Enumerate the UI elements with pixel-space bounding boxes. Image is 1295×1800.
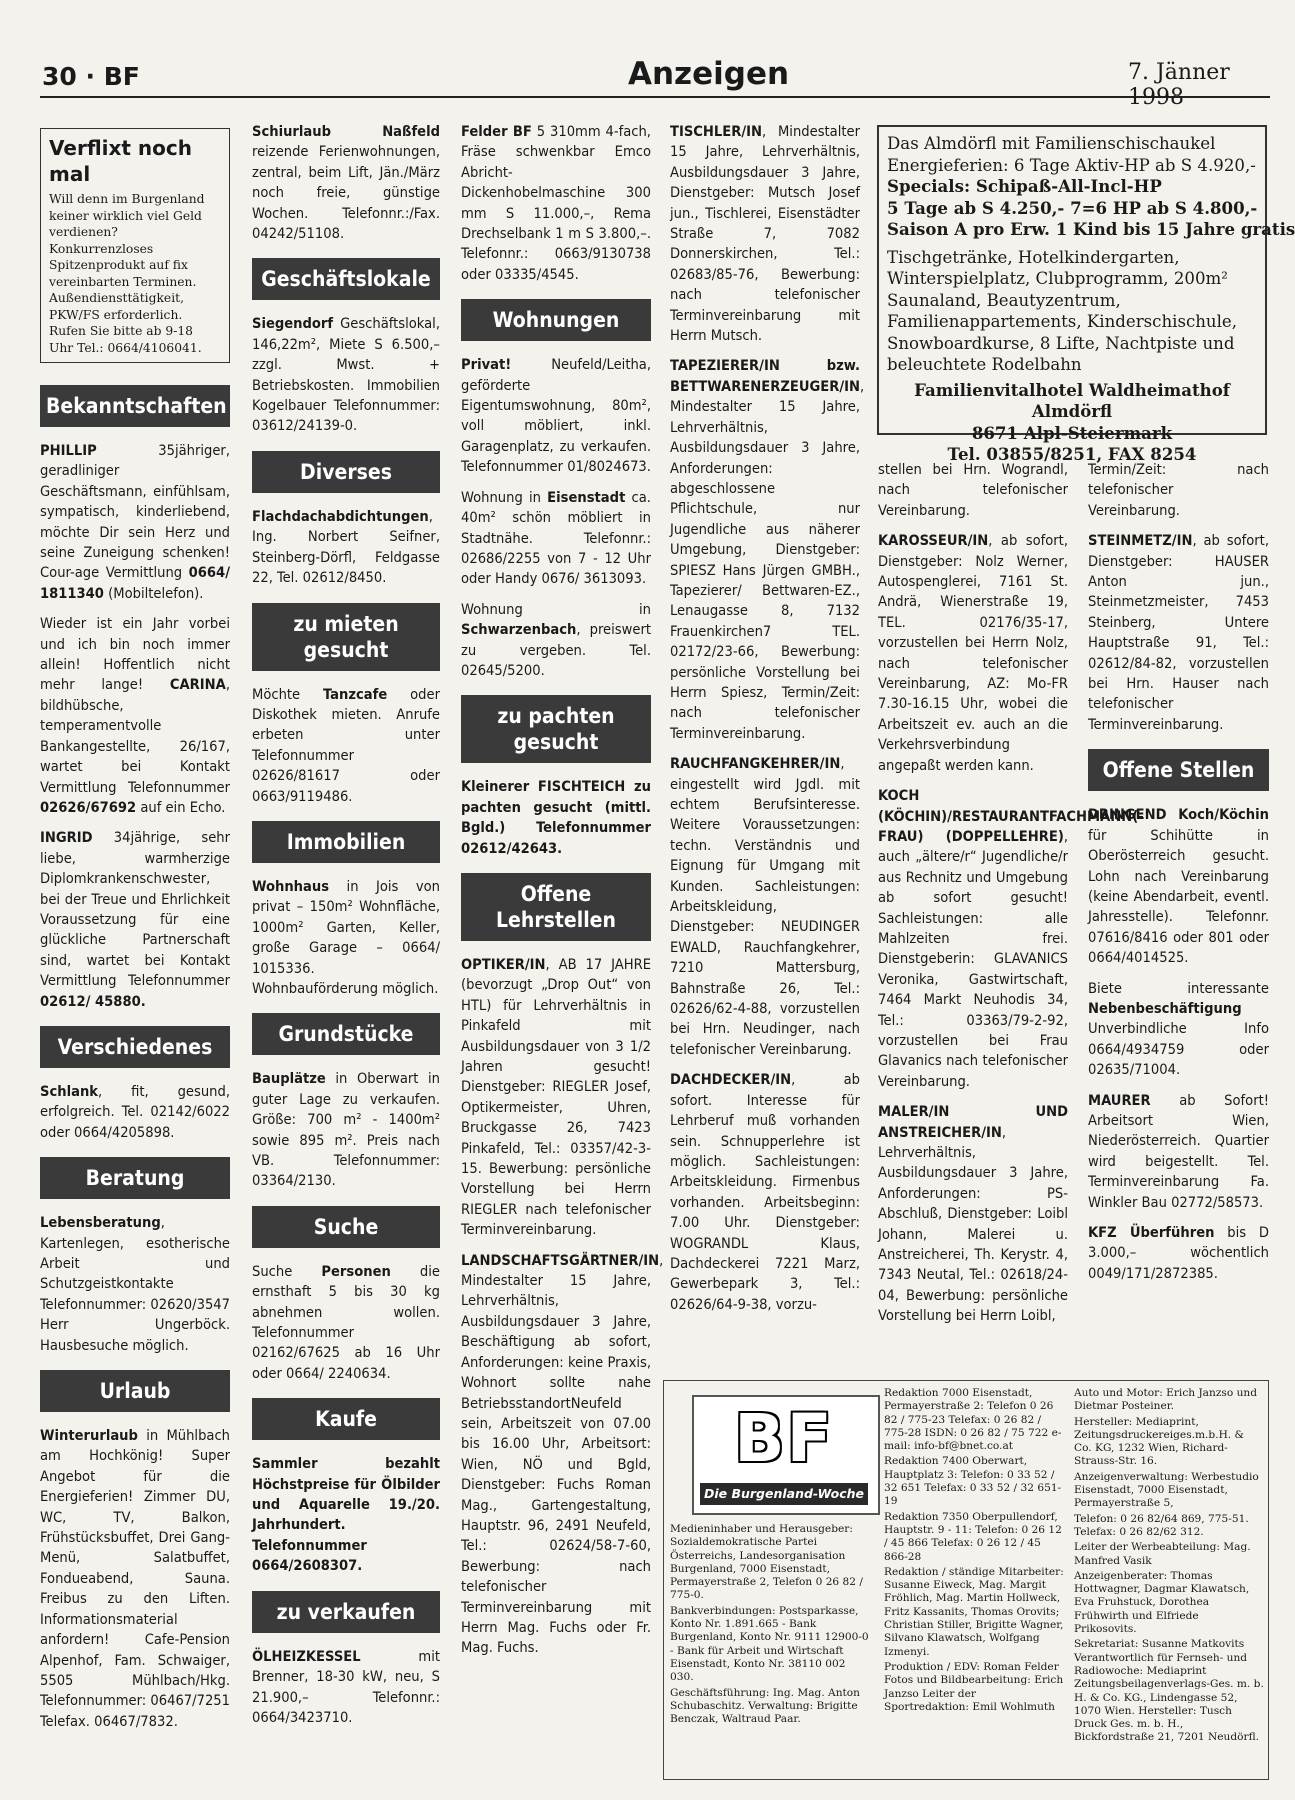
ad-wograndl-cont [878, 460, 1068, 521]
ad-text: Sammler bezahlt Höchstpreise für Ölbilder und Aquarelle 19./20. Jahrhundert. Telefonnummer 0664/2608307. [252, 1455, 440, 1575]
ad-text: mit Brenner, 18-30 kW, neu, S 21.900,– Telefonnr.: 0664/3423710. [252, 1647, 440, 1726]
ad-termin-cont [1088, 460, 1269, 521]
ad-text: in Oberwart in guter Lage zu verkaufen. Größe: 700 m² - 1400m² sowie 895 m². Preis nach VB. Telefonnummer: 03364/2130. [252, 1070, 440, 1190]
heading-kaufe: Kaufe [252, 1398, 440, 1440]
column-6 [1088, 460, 1269, 1372]
ad-text: , ab sofort, Dienstgeber: HAUSER Anton jun., Steinmetzmeister, 7453 Steinberg, Untere Hauptstraße 91, Tel.: 02612/84-82, vorzustellen bei Hrn. Hauser nach telefonischer Terminvereinbarung. [1088, 532, 1269, 733]
ad-line: Tel. 03855/8251, FAX 8254 [947, 444, 1197, 464]
ad-phillip [40, 441, 230, 604]
ad-schwarzenbach [461, 600, 651, 682]
ad-text: (Mobiltelefon). [103, 584, 204, 602]
ad-line: Tischgetränke, Hotelkindergarten, Winterspielplatz, Clubprogramm, 200m² Saunaland, Beautyzentrum, Familienappartements, Kinderschischule, Snowboardkurse, 8 Lifte, Nachtpiste und beleuchtete Rodelbahn [887, 247, 1238, 374]
ad-name: INGRID [40, 829, 93, 847]
heading-offene-stellen: Offene Stellen [1088, 749, 1269, 791]
ad-text: , Lehrverhältnis, Ausbildungsdauer 3 Jahre, Anforderungen: PS-Abschluß, Dienstgeber: Loibl Johann, Malerei u. Anstreicherei, Th. Kerystr. 4, 7343 Neutal, Tel.: 02618/24-04, Bewerbung: persönliche Vorstellung bei Herrn Loibl, [878, 1123, 1068, 1325]
ad-siegendorf [252, 314, 440, 436]
ad-schiurlaub [252, 122, 440, 244]
column-2 [252, 122, 440, 1778]
hotel-ad-box [877, 125, 1295, 464]
box-title: Verflixt noch mal [49, 136, 192, 186]
ad-felder [461, 122, 651, 285]
ad-text: in Jois von privat – 150m² Wohnfläche, 1000m² Garten, Keller, große Garage – 0664/ 1015336. Wohnbauförderung möglich. [252, 877, 440, 997]
ad-name: RAUCHFANGKEHRER/IN [670, 755, 841, 773]
ad-text: Suche [252, 1262, 322, 1280]
ad-name: MALER/IN UND ANSTREICHER/IN [878, 1103, 1068, 1141]
column-3 [461, 122, 664, 1778]
ad-nebenbeschaeftigung [1088, 979, 1269, 1081]
ad-name: Nebenbeschäftigung [1088, 999, 1242, 1017]
ad-text: Wohnung in [461, 600, 651, 618]
ad-name: ÖLHEIZKESSEL [252, 1647, 361, 1665]
ad-name: KAROSSEUR/IN [878, 532, 989, 550]
heading-urlaub: Urlaub [40, 1370, 230, 1412]
heading-beratung: Beratung [40, 1157, 230, 1199]
section-title: Anzeigen [628, 56, 790, 92]
page-number: 30 · BF [42, 62, 140, 91]
ad-text: die ernsthaft 5 bis 30 kg abnehmen wollen. Telefonnummer 02162/67625 ab 16 Uhr oder 0664/ 2240634. [252, 1262, 440, 1382]
heading-geschaeftslokale: Geschäftslokale [252, 258, 440, 300]
ad-text: 34jährige, sehr liebe, warmherzige Diplomkrankenschwester, bei der Treue und Ehrlichkeit Voraussetzung für eine glückliche Partnerschaft sind, wartet bei Kontakt Vermittlung Telefonnummer [40, 829, 230, 990]
ad-koch [878, 786, 1144, 1092]
ad-phone: 02626/67692 [40, 798, 137, 816]
impressum-text: Geschäftsführung: Ing. Mag. Anton Schubaschitz. Verwaltung: Brigitte Benczak, Waltraud Paar. [670, 1686, 860, 1726]
ad-name: TAPEZIERER/IN bzw. BETTWARENERZEUGER/IN [670, 357, 861, 395]
ad-text: bis D 3.000,– wöchentlich 0049/171/2872385. [1088, 1224, 1269, 1282]
ad-text: , ab sofort. Interesse für Lehrberuf muß vorhanden sein. Schnupperlehre ist möglich. Sachleistungen: Arbeitskleidung. Firmenbus vorhanden. Arbeitsbeginn: 7.00 Uhr. Dienstgeber: WOGRANDL Klaus, Dachdeckerei 7221 Marz, Gewerbepark 3, Tel.: 02626/64-9-38, vorzu- [670, 1071, 860, 1313]
ad-name: Privat! [461, 356, 512, 374]
ad-name: MAURER [1088, 1091, 1151, 1109]
ad-name: Lebensberatung [40, 1214, 161, 1232]
ad-privat [461, 355, 651, 477]
ad-tischler [670, 122, 860, 346]
bf-tagline: Die Burgenland-Woche [700, 1483, 868, 1505]
bf-logo [692, 1395, 880, 1515]
impressum-text: Medieninhaber und Herausgeber: Sozialdemokratische Partei Österreichs, Landesorganisation Burgenland, 7000 Eisenstadt, Permayerstraße 2, Telefon 0 26 82 / 775-0. [670, 1523, 863, 1602]
ad-phone: 0664/ 1811340 [40, 564, 230, 602]
impressum-column-1 [670, 1387, 870, 1775]
ad-dringend [1088, 805, 1269, 968]
ad-lebensberatung [40, 1213, 230, 1356]
heading-immobilien: Immobilien [252, 821, 440, 863]
ad-ingrid [40, 828, 230, 1012]
ad-text: oder Diskothek mieten. Anrufe erbeten unter Telefonnummer 02626/81617 oder 0663/9119486. [252, 685, 440, 805]
ad-text: auf ein Echo. [136, 798, 226, 816]
ad-name: PHILLIP [40, 442, 97, 459]
ad-name: Schlank [40, 1082, 99, 1100]
impressum-text: Produktion / EDV: Roman Felder Fotos und Bildbearbeitung: Erich Janzso Leiter der Sportredaktion: Emil Wohlmuth [884, 1660, 1064, 1713]
ad-text: Kleinerer FISCHTEICH zu pachten gesucht (mittl. Bgld.) Telefonnummer 02612/42643. [461, 778, 651, 857]
impressum-box [663, 1380, 1269, 1780]
ad-name: Felder BF [461, 123, 532, 140]
ad-text: , Mindestalter 15 Jahre, Lehrverhältnis, Ausbildungsdauer 3 Jahre, Dienstgeber: Mutsch Josef jun., Tischlerei, Eisenstädter Straße 7, 7082 Donnerskirchen, Tel.: 02683/85-76, Bewerbung: nach telefonischer Terminvereinbarung mit Herrn Mutsch. [670, 123, 860, 345]
ad-wohnhaus [252, 877, 440, 999]
ad-text: Biete interessante [1088, 979, 1269, 997]
ad-name: KOCH (KÖCHIN)/RESTAURANTFACHMANN(-FRAU) (DOPPELLEHRE) [878, 787, 1144, 845]
ad-flachdach [252, 507, 440, 589]
ad-line: Das Almdörfl mit Familienschischaukel [887, 134, 1216, 153]
impressum-text: Leiter der Werbeabteilung: Mag. Manfred Vasik [1074, 1541, 1251, 1567]
ad-text: , Mindestalter 15 Jahre, Lehrverhältnis, Ausbildungsdauer 3 Jahre, Anforderungen: abgeschlossene Pflichtschule, nur Jugendliche aus näherer Umgebung, Dienstgeber: SPIESZ Hans Jürgen GMBH., Tapezierer/ Bettwaren-EZ., Lenaugasse 8, 7132 Frauenkirchen7 TEL. 02172/23-66, Bewerbung: persönliche Vorstellung bei Herrn Spiesz, Termin/Zeit: nach telefonischer Terminvereinbarung. [670, 377, 865, 742]
ad-text: Termin/Zeit: nach telefonischer Vereinbarung. [1088, 461, 1269, 519]
heading-zu-mieten-gesucht: zu mieten gesucht [252, 603, 440, 671]
ad-karosseur [878, 531, 1068, 776]
ad-winterurlaub [40, 1426, 230, 1732]
ad-text: , bildhübsche, temperamentvolle Bankangestellte, 26/167, wartet bei Kontakt Vermittlung Telefonnummer [40, 676, 230, 796]
ad-carina [40, 614, 230, 818]
ad-text: 35jähriger, geradliniger Geschäftsmann, einfühlsam, sympatisch, kinderliebend, möchte Dir sein Herz und seine Zuneigung schenken! Cour-age Vermittlung [40, 442, 230, 582]
heading-zu-verkaufen: zu verkaufen [252, 1591, 440, 1633]
ad-schlank [40, 1082, 230, 1143]
heading-zu-pachten-gesucht: zu pachten gesucht [461, 695, 651, 763]
ad-text: , Kartenlegen, esotherische Arbeit und Schutzgeistkontakte Telefonnummer: 02620/3547 Herr Ungerböck. Hausbesuche möglich. [40, 1214, 230, 1354]
ad-landschaftsgaertner [461, 1251, 664, 1659]
ad-name: LANDSCHAFTSGÄRTNER/IN [461, 1251, 660, 1269]
ad-text: , AB 17 JAHRE (bevorzugt „Drop Out“ von HTL) für Lehrverhältnis in Pinkafeld mit Ausbildungsdauer von 3 1/2 Jahren gesucht! Dienstgeber: RIEGLER Josef, Optikermeister, Uhren, Bruckgasse 26, 7423 Pinkafeld, Tel.: 03357/42-3-15. Bewerbung: persönliche Vorstellung bei Herrn RIEGLER nach telefonischer Terminvereinbarung. [461, 955, 651, 1239]
heading-verschiedenes: Verschiedenes [40, 1026, 230, 1068]
ad-tapezierer [670, 356, 865, 744]
ad-text: Geschäftslokal, 146,22m², Miete S 6.500,– zzgl. Mwst. + Betriebskosten. Immobilien Kogelbauer Telefonnummer: 03612/24139-0. [252, 315, 440, 435]
impressum-text: Hersteller: Mediaprint, Zeitungsdruckereiges.m.b.H. & Co. KG, 1232 Wien, Richard-Strauss-Str. 16. [1074, 1415, 1244, 1468]
impressum-column-2 [884, 1387, 1064, 1775]
heading-grundstuecke: Grundstücke [252, 1013, 440, 1055]
ad-name: STEINMETZ/IN [1088, 532, 1193, 550]
ad-text: Unverbindliche Info 0664/4934759 oder 02635/71004. [1088, 1020, 1269, 1079]
ad-text: ab Sofort! Arbeitsort Wien, Niederösterreich. Quartier wird beigestellt. Tel. Terminvereinbarung Fa. Winkler Bau 02772/58573. [1088, 1091, 1269, 1211]
ad-suche-personen [252, 1262, 440, 1384]
column-4 [670, 122, 865, 1372]
ad-optiker [461, 955, 651, 1241]
box-text: Will denn im Burgenland keiner wirklich viel Geld verdienen? Konkurrenzloses Spitzenprodukt auf fix vereinbarten Terminen. Außendiensttätigkeit, PKW/FS erforderlich. Rufen Sie bitte ab 9-18 Uhr Tel.: 0664/4106041. [49, 192, 205, 355]
ad-name: OPTIKER/IN [461, 955, 546, 973]
ad-line: Specials: Schipaß-All-Incl-HP [887, 176, 1162, 196]
heading-offene-lehrstellen: Offene Lehrstellen [461, 873, 651, 941]
bf-logo-letters: BF [734, 1400, 834, 1477]
ad-text: stellen bei Hrn. Wograndl, nach telefonischer Vereinbarung. [878, 461, 1068, 519]
ad-text: , eingestellt wird Jgdl. mit echtem Berufsinteresse. Weitere Voraussetzungen: techn. Verständnis und Eignung für Umgang mit Kunden. Sachleistungen: Arbeitskleidung, Dienstgeber: NEUDINGER EWALD, Rauchfangkehrer, 7210 Mattersburg, Bahnstraße 26, Tel.: 02626/62-4-88, vorzustellen bei Hrn. Neudinger, nach telefonischer Vereinbarung. [670, 755, 860, 1058]
ad-text: Wohnung in [461, 488, 548, 506]
ad-name: DRINGEND Koch/Köchin [1088, 806, 1269, 824]
ad-name: TISCHLER/IN [670, 123, 763, 140]
classified-box [40, 128, 230, 363]
ad-name: Tanzcafe [323, 685, 388, 703]
ad-maler [878, 1102, 1068, 1326]
impressum-text: Redaktion 7000 Eisenstadt, Permayerstraße 2: Telefon 0 26 82 / 775-23 Telefax: 0 26 82 / 775-28 ISDN: 0 26 82 / 75 722 e-mail: info-bf@bnet.co.at [884, 1387, 1062, 1453]
ad-text: Möchte [252, 685, 324, 703]
ad-fischteich [461, 777, 651, 859]
ad-phone: 02612/ 45880. [40, 992, 146, 1010]
ad-name: Siegendorf [252, 315, 334, 333]
impressum-text: Auto und Motor: Erich Janzso und Dietmar Posteiner. [1074, 1387, 1258, 1413]
heading-suche: Suche [252, 1206, 440, 1248]
ad-text: für Schihütte in Oberösterreich gesucht. Lohn nach Vereinbarung (keine Abendarbeit, eventl. Jahresstelle). Telefonnr. 07616/8416 oder 801 oder 0664/4014525. [1088, 826, 1269, 967]
ad-name: Wohnhaus [252, 877, 330, 895]
impressum-column-3 [1074, 1387, 1264, 1775]
ad-name: Personen [321, 1262, 391, 1280]
ad-name: Winterurlaub [40, 1427, 138, 1445]
ad-name: Eisenstadt [547, 488, 626, 506]
ad-line: Saison A pro Erw. 1 Kind bis 15 Jahre gratis [887, 219, 1295, 239]
ad-tanzcafe [252, 685, 440, 807]
impressum-text: Redaktion 7350 Oberpullendorf, Hauptstr. 9 - 11: Telefon: 0 26 12 / 45 866 Telefax: 0 26 12 / 45 866-28 [884, 1510, 1062, 1563]
ad-oelheizkessel [252, 1647, 440, 1729]
column-1 [40, 128, 230, 1778]
ad-line: Familienvitalhotel Waldheimathof Almdörfl [914, 379, 1230, 421]
ad-line: 5 Tage ab S 4.250,- 7=6 HP ab S 4.800,- [887, 197, 1258, 218]
ad-name: Bauplätze [252, 1070, 326, 1088]
ad-kfz [1088, 1223, 1269, 1284]
ad-text: in Mühlbach am Hochkönig! Super Angebot für die Energieferien! Zimmer DU, WC, TV, Balkon, Frühstücksbuffet, Drei Gang-Menü, Salatbuffet, Fondueabend, Sauna. Freibus zu den Liften. Informationsmaterial anfordern! Cafe-Pension Alpenhof, Fam. Schwaiger, 5505 Mühlbach/Hkg. Telefonnummer: 06467/7251 Telefax. 06467/7832. [40, 1427, 230, 1730]
ad-text: Neufeld/Leitha, geförderte Eigentumswohnung, 80m², voll möbliert, inkl. Garagenplatz, zu verkaufen. Telefonnummer 01/8024673. [461, 356, 651, 476]
ad-sammler [252, 1454, 440, 1576]
ad-text: , ab sofort, Dienstgeber: Nolz Werner, Autospenglerei, 7161 St. Andrä, Wienerstraße 19, TEL. 02176/35-17, vorzustellen bei Herrn Nolz, nach telefonischer Vereinbarung, AZ: Mo-FR 7.30-16.15 Uhr, wobei die Arbeitszeit ev. auch an die Verkehrsverbindung angepaßt werden kann. [878, 532, 1068, 774]
impressum-text: Sekretariat: Susanne Matkovits Verantwortlich für Fernseh- und Radiowoche: Mediaprint Zeitungsbeilagenverlags-Ges. m. b. H. & Co. KG., Lindengasse 52, 1070 Wien. Hersteller: Tusch Druck Ges. m. b. H., Bickfordstraße 21, 7201 Neudörfl. [1074, 1638, 1264, 1744]
ad-text: , Ing. Norbert Seifner, Steinberg-Dörfl, Feldgasse 22, Tel. 02612/8450. [252, 507, 440, 587]
ad-text: reizende Ferienwohnungen, zentral, beim Lift, Jän./März noch freie, günstige Wochen. Telefonnr.:/Fax. 04242/51108. [252, 143, 440, 243]
impressum-text: Bankverbindungen: Postsparkasse, Konto Nr. 1.891.665 - Bank Burgenland, Konto Nr. 9111 12900-0 - Bank für Arbeit und Wirtschaft Eisenstadt, Konto Nr. 38110 002 030. [670, 1604, 869, 1684]
page-header [40, 52, 1270, 110]
impressum-text: Redaktion / ständige Mitarbeiter: Susanne Eiweck, Mag. Margit Fröhlich, Mag. Martin Hollweck, Fritz Kassanits, Thomas Orovits; Christian Stiller, Brigitte Wagner, Silvano Klawatsch, Wolfgang Izmenyi. [884, 1565, 1064, 1658]
ad-name: KFZ Überführen [1088, 1224, 1215, 1241]
ad-eisenstadt [461, 488, 651, 590]
ad-text: , preiswert zu vergeben. Tel. 02645/5200. [461, 621, 651, 679]
ad-name: Flachdachabdichtungen [252, 507, 429, 525]
ad-text: ca. 40m² schön möbliert in Stadtnähe. Telefonnr.: 02686/2255 von 7 - 12 Uhr oder Handy 0676/ 3613093. [461, 488, 651, 588]
ad-name: DACHDECKER/IN [670, 1071, 792, 1089]
ad-steinmetz [1088, 531, 1269, 735]
ad-name: CARINA [169, 676, 226, 694]
impressum-text: Anzeigenverwaltung: Werbestudio Eisenstadt, 7000 Eisenstadt, Permayerstraße 5, [1074, 1470, 1259, 1510]
ad-name: Schwarzenbach [461, 621, 577, 639]
impressum-text: Telefon: 0 26 82/64 869, 775-51. Telefax: 0 26 82/62 312. [1074, 1512, 1249, 1538]
heading-wohnungen: Wohnungen [461, 299, 651, 341]
ad-bauplaetze [252, 1069, 440, 1191]
ad-rauchfangkehrer [670, 754, 860, 1060]
ad-maurer [1088, 1091, 1269, 1213]
ad-dachdecker [670, 1070, 860, 1315]
ad-name: Schiurlaub Naßfeld [252, 123, 440, 140]
ad-text: , auch „ältere/r“ Jugendliche/r aus Rechnitz und Umgebung ab sofort gesucht! Sachleistungen: alle Mahlzeiten frei. Dienstgeberin: GLAVANICS Veronika, Gastwirtschaft, 7464 Markt Neuhodis 34, Tel.: 03363/79-2-92, vorzustellen bei Frau Glavanics nach telefonischer Vereinbarung. [878, 827, 1068, 1090]
impressum-text: Redaktion 7400 Oberwart, Hauptplatz 3: Telefon: 0 33 52 / 32 651 Telefax: 0 33 52 / 32 651-19 [884, 1455, 1062, 1508]
ad-text: , fit, gesund, erfolgreich. Tel. 02142/6022 oder 0664/4205898. [40, 1082, 230, 1141]
ad-line: Energieferien: 6 Tage Aktiv-HP ab S 4.920,- [887, 155, 1256, 175]
ad-text: , Mindestalter 15 Jahre, Lehrverhältnis, Ausbildungsdauer 3 Jahre, Beschäftigung ab sofort, Anforderungen: keine Praxis, Wohnort sollte nahe BetriebsstandortNeufeld sein, Arbeitszeit von 07.00 bis 16.00 Uhr, Arbeitsort: Wien, NÖ und Bgld, Dienstgeber: Fuchs Roman Mag., Gartengestaltung, Hauptstr. 96, 2491 Neufeld, Tel.: 02624/58-7-60, Bewerbung: nach telefonischer Terminvereinbarung mit Herrn Mag. Fuchs oder Fr. Mag. Fuchs. [461, 1251, 664, 1657]
ad-text: 5 310mm 4-fach, Fräse schwenkbar Emco Abricht-Dickenhobelmaschine 300 mm S 11.000,–, Rema Drechselbank 1 m S 3.800,–. Telefonnr.: 0663/9130738 oder 03335/4545. [461, 123, 651, 283]
heading-bekanntschaften: Bekanntschaften [40, 385, 230, 427]
issue-date: 7. Jänner 1998 [1128, 60, 1230, 110]
heading-diverses: Diverses [252, 451, 440, 493]
ad-line: 8671 Alpl-Steiermark [971, 422, 1173, 443]
impressum-text: Anzeigenberater: Thomas Hottwagner, Dagmar Klawatsch, Eva Fruhstuck, Dorothea Frühwirth und Elfriede Prikosovits. [1074, 1569, 1250, 1636]
ad-text: Wieder ist ein Jahr vorbei und ich bin noch immer allein! Hoffentlich nicht mehr lange! [40, 615, 230, 694]
